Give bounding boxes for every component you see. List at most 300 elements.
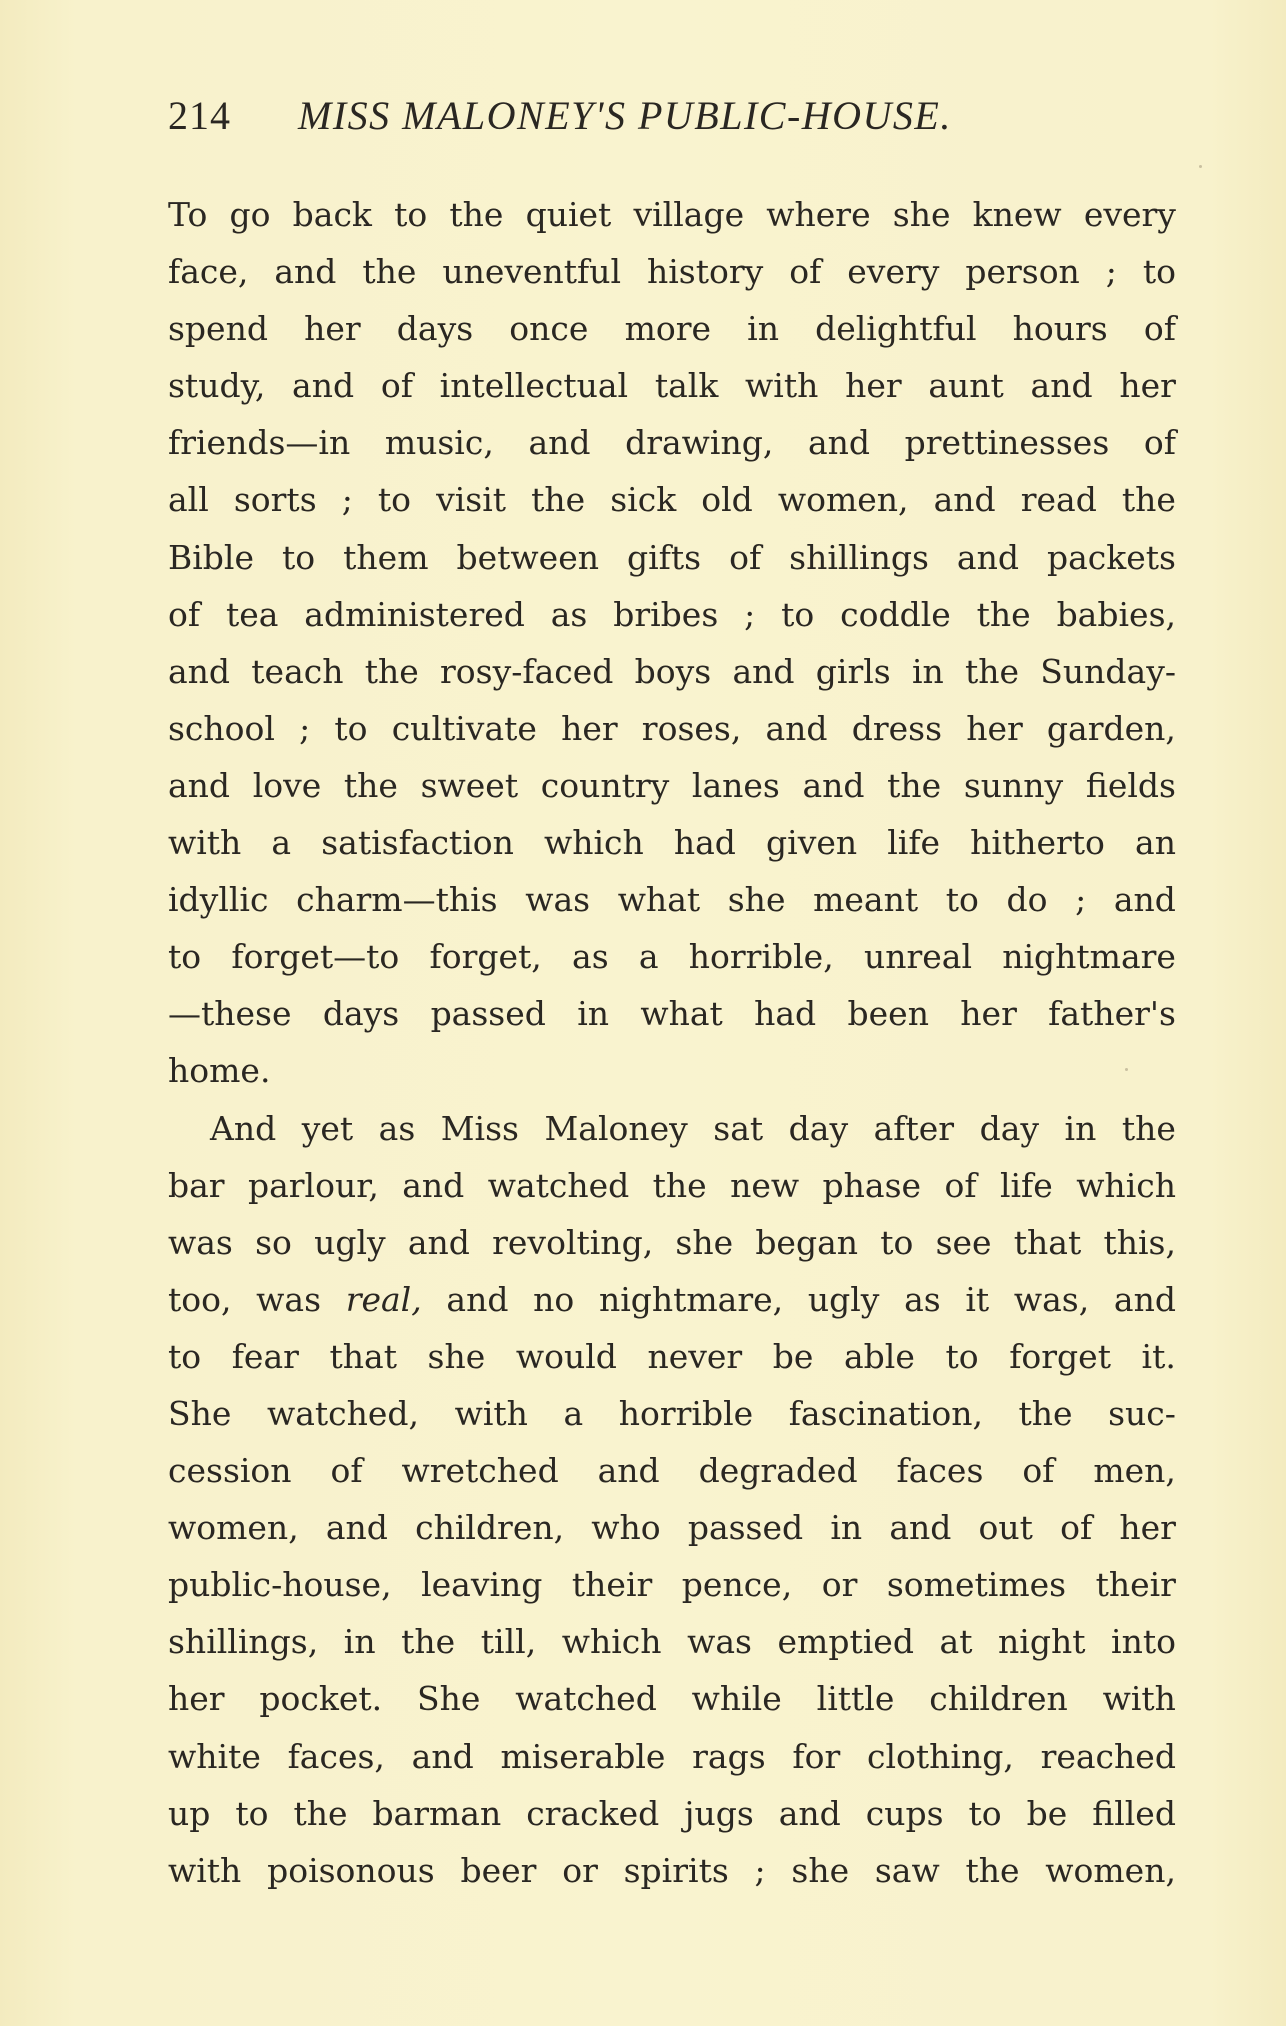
word: clothing,	[867, 1736, 1014, 1776]
word: that	[329, 1336, 397, 1376]
text-line	[168, 1157, 1176, 1214]
word: satisfaction	[321, 823, 514, 863]
word: and	[889, 1508, 952, 1548]
word: of	[789, 252, 822, 292]
word: cracked	[526, 1793, 660, 1833]
word: all	[168, 480, 209, 520]
word: bar	[168, 1165, 225, 1205]
text-line	[168, 1613, 1176, 1670]
word: talk	[654, 366, 719, 406]
word: quiet	[525, 195, 612, 234]
word: and	[292, 366, 355, 406]
word: with	[168, 823, 242, 863]
word: been	[847, 994, 929, 1034]
word: public-house,	[168, 1565, 392, 1605]
word: the	[1018, 1393, 1073, 1433]
word: of	[1022, 1451, 1055, 1491]
word: real,	[345, 1279, 422, 1319]
word: men,	[1093, 1451, 1176, 1491]
text-line	[168, 186, 1176, 243]
word: it	[965, 1279, 990, 1319]
word: to	[968, 1793, 1002, 1833]
word: an	[1135, 823, 1176, 863]
word: up	[168, 1793, 211, 1833]
word: reached	[1040, 1736, 1176, 1776]
word: read	[1020, 480, 1097, 520]
word: and	[402, 1165, 465, 1205]
word: person	[965, 252, 1080, 292]
word: spend	[168, 309, 268, 349]
word: and	[778, 1793, 841, 1833]
word: for	[792, 1736, 841, 1776]
word: her	[561, 708, 618, 748]
word: shillings	[789, 537, 929, 577]
word: dress	[851, 708, 943, 748]
word: She	[168, 1393, 232, 1433]
word: ;	[744, 594, 756, 634]
page-number: 214	[168, 93, 231, 138]
word: the	[293, 1793, 348, 1833]
word: was	[256, 1279, 322, 1319]
word: She	[417, 1679, 481, 1719]
word: roses,	[641, 708, 742, 748]
word: meant	[813, 880, 919, 920]
word: in	[830, 1508, 863, 1548]
word: to	[394, 195, 428, 234]
word: days	[396, 309, 474, 349]
text-line	[168, 586, 1176, 643]
word: go	[229, 195, 271, 234]
word: and	[168, 765, 231, 805]
word: of	[168, 594, 201, 634]
word: to	[168, 937, 202, 977]
word: more	[624, 309, 712, 349]
word: Sunday-	[1040, 651, 1176, 691]
word: her	[1119, 1508, 1176, 1548]
word: every	[847, 252, 940, 292]
word: watched	[487, 1165, 630, 1205]
word: aunt	[928, 366, 1004, 406]
word: back	[292, 195, 372, 234]
word: which	[543, 823, 644, 863]
word: and	[325, 1508, 388, 1548]
word: cups	[865, 1793, 944, 1833]
word: the	[531, 480, 586, 520]
word: and	[1113, 1279, 1176, 1319]
word: be	[772, 1336, 814, 1376]
word: and	[597, 1451, 660, 1491]
word: in	[1064, 1108, 1097, 1148]
word: was	[687, 1622, 752, 1662]
word: given	[766, 823, 858, 863]
word: women,	[168, 1508, 299, 1548]
word: their	[571, 1565, 653, 1605]
word: into	[1111, 1622, 1176, 1662]
word: music,	[384, 423, 494, 463]
word: of	[1143, 423, 1176, 463]
word: so	[255, 1222, 292, 1262]
text-line	[168, 985, 1176, 1042]
word: to	[945, 880, 979, 920]
word: rags	[692, 1736, 766, 1776]
word: and	[528, 423, 591, 463]
text-line	[168, 700, 1176, 757]
word: began	[755, 1222, 859, 1262]
word: sunny	[963, 765, 1064, 805]
word: friends—in	[168, 423, 351, 463]
word: prettinesses	[904, 423, 1110, 463]
word: sick	[610, 480, 677, 520]
word: as	[904, 1279, 941, 1319]
word: at	[939, 1622, 973, 1662]
word: Miss	[440, 1108, 519, 1148]
word: to	[235, 1793, 269, 1833]
word: with	[454, 1393, 528, 1433]
body-text	[168, 186, 1176, 1899]
word: of	[330, 1451, 363, 1491]
word: sometimes	[886, 1565, 1067, 1605]
word: and	[933, 480, 996, 520]
word: horrible	[618, 1393, 754, 1433]
word: uneventful	[442, 252, 622, 292]
word: little	[816, 1679, 895, 1719]
word: a	[638, 937, 659, 977]
word: who	[591, 1508, 661, 1548]
word: faces	[896, 1451, 984, 1491]
word: to	[880, 1222, 914, 1262]
word: teach	[251, 651, 344, 691]
word: fascination,	[788, 1393, 983, 1433]
word: spirits	[623, 1850, 729, 1890]
text-line	[168, 471, 1176, 528]
word: history	[647, 252, 764, 292]
word: ugly	[314, 1222, 386, 1262]
word: fear	[231, 1336, 299, 1376]
word: she	[892, 195, 951, 234]
word: which	[1076, 1165, 1176, 1205]
word: poisonous	[267, 1850, 435, 1890]
word: in	[577, 994, 610, 1034]
word: she	[727, 880, 786, 920]
word: visit	[436, 480, 507, 520]
word: was	[168, 1222, 233, 1262]
word: the	[364, 651, 419, 691]
word: cultivate	[391, 708, 537, 748]
word: to	[282, 537, 316, 577]
word: coddle	[840, 594, 951, 634]
word: ;	[1105, 252, 1117, 292]
text-line	[168, 300, 1176, 357]
text-line	[168, 1556, 1176, 1613]
word: between	[456, 537, 599, 577]
word: days	[322, 994, 400, 1034]
word: never	[647, 1336, 743, 1376]
word: had	[754, 994, 817, 1034]
word: children,	[415, 1508, 565, 1548]
text-line	[168, 529, 1176, 586]
word: white	[168, 1736, 261, 1776]
word: would	[515, 1336, 617, 1376]
word: as	[550, 594, 588, 634]
word: she	[427, 1336, 486, 1376]
word: to	[945, 1336, 979, 1376]
word: day	[979, 1108, 1040, 1148]
word: or	[821, 1565, 858, 1605]
word: the	[362, 252, 417, 292]
word: pocket.	[259, 1679, 383, 1719]
word: forget—to	[231, 937, 400, 977]
word: shillings,	[168, 1622, 319, 1662]
word: revolting,	[492, 1222, 654, 1262]
word: was,	[1013, 1279, 1090, 1319]
word: ;	[299, 708, 311, 748]
word: barman	[372, 1793, 502, 1833]
word: emptied	[777, 1622, 914, 1662]
word: once	[509, 309, 589, 349]
text-line	[168, 814, 1176, 871]
word: no	[533, 1279, 575, 1319]
word: a	[271, 823, 292, 863]
word: faces,	[287, 1736, 385, 1776]
word: this,	[1103, 1222, 1176, 1262]
word: watched	[515, 1679, 657, 1719]
word: new	[730, 1165, 800, 1205]
word: women,	[777, 480, 909, 520]
word: And	[210, 1108, 277, 1148]
word: hours	[1012, 309, 1108, 349]
word: them	[343, 537, 429, 577]
word: the	[965, 651, 1020, 691]
word: to	[1142, 252, 1176, 292]
word: life	[999, 1165, 1053, 1205]
word: miserable	[500, 1736, 666, 1776]
word: every	[1083, 195, 1176, 234]
text-line	[168, 1214, 1176, 1271]
text-line	[168, 1670, 1176, 1727]
word: the	[343, 765, 398, 805]
word: her	[845, 366, 902, 406]
word: tea	[225, 594, 279, 634]
word: a	[563, 1393, 584, 1433]
word: passed	[430, 994, 546, 1034]
word: day	[788, 1108, 849, 1148]
text-line	[168, 414, 1176, 471]
word: garden,	[1046, 708, 1176, 748]
word: ;	[754, 1850, 766, 1890]
word: home.	[168, 1051, 271, 1091]
word: and	[765, 708, 828, 748]
word: to	[168, 1336, 202, 1376]
word: and	[407, 1222, 470, 1262]
word: of	[729, 537, 762, 577]
word: passed	[687, 1508, 804, 1548]
text-line	[168, 757, 1176, 814]
word: yet	[301, 1108, 354, 1148]
word: cession	[168, 1451, 292, 1491]
word: sorts	[233, 480, 317, 520]
word: her	[960, 994, 1017, 1034]
word: ;	[1075, 880, 1087, 920]
word: sweet	[420, 765, 519, 805]
word: was	[525, 880, 591, 920]
word: of	[944, 1165, 977, 1205]
paper-speck	[1199, 165, 1202, 168]
word: of	[1143, 309, 1176, 349]
text-line	[168, 357, 1176, 414]
word: administered	[304, 594, 525, 634]
word: wretched	[401, 1451, 559, 1491]
word: and	[446, 1279, 509, 1319]
word: as	[378, 1108, 416, 1148]
word: and	[411, 1736, 474, 1776]
word: do	[1006, 880, 1048, 920]
word: where	[766, 195, 871, 234]
word: country	[540, 765, 670, 805]
word: she	[791, 1850, 850, 1890]
word: of	[1060, 1508, 1093, 1548]
word: father's	[1048, 994, 1176, 1034]
word: that	[1013, 1222, 1082, 1262]
word: as	[572, 937, 609, 977]
word: it.	[1141, 1336, 1176, 1376]
word: charm—this	[296, 880, 498, 920]
word: the	[401, 1622, 456, 1662]
word: see	[935, 1222, 992, 1262]
word: To	[168, 195, 208, 234]
word: which	[561, 1622, 662, 1662]
text-line	[168, 1042, 1176, 1099]
text-line	[168, 1728, 1176, 1785]
word: while	[691, 1679, 782, 1719]
word: old	[701, 480, 753, 520]
text-line	[168, 1100, 1176, 1157]
word: had	[673, 823, 736, 863]
word: packets	[1046, 537, 1176, 577]
word: saw	[874, 1850, 940, 1890]
word: drawing,	[625, 423, 774, 463]
word: Maloney	[544, 1108, 688, 1148]
word: the	[1121, 480, 1176, 520]
word: she	[675, 1222, 734, 1262]
word: of	[380, 366, 413, 406]
word: sat	[713, 1108, 764, 1148]
running-head	[168, 93, 1088, 138]
word: night	[998, 1622, 1086, 1662]
text-line	[168, 871, 1176, 928]
word: her	[1119, 366, 1176, 406]
text-line	[168, 1842, 1176, 1899]
word: filled	[1092, 1793, 1176, 1833]
paper-speck	[1125, 1068, 1128, 1071]
word: lanes	[691, 765, 780, 805]
text-line	[168, 1271, 1176, 1328]
text-line	[168, 928, 1176, 985]
text-line	[168, 643, 1176, 700]
word: unreal	[863, 937, 972, 977]
word: forget,	[429, 937, 542, 977]
word: village	[633, 195, 745, 234]
word: with	[745, 366, 819, 406]
running-title: MISS MALONEY'S PUBLIC-HOUSE.	[298, 93, 952, 138]
word: or	[562, 1850, 598, 1890]
word: Bible	[168, 537, 255, 577]
text-line	[168, 1385, 1176, 1442]
word: love	[252, 765, 322, 805]
word: phase	[822, 1165, 922, 1205]
word: her	[304, 309, 361, 349]
word: and	[168, 651, 231, 691]
word: beer	[460, 1850, 537, 1890]
text-line	[168, 1328, 1176, 1385]
word: what	[640, 994, 723, 1034]
word: life	[887, 823, 941, 863]
word: ugly	[807, 1279, 880, 1319]
word: children	[929, 1679, 1068, 1719]
word: idyllic	[168, 880, 269, 920]
word: boys	[634, 651, 712, 691]
word: till,	[480, 1622, 537, 1662]
word: bribes	[613, 594, 719, 634]
word: intellectual	[439, 366, 629, 406]
word: suc-	[1108, 1393, 1176, 1433]
word: face,	[168, 252, 249, 292]
word: and	[956, 537, 1019, 577]
text-line	[168, 1499, 1176, 1556]
word: and	[274, 252, 337, 292]
word: hitherto	[970, 823, 1105, 863]
word: out	[978, 1508, 1033, 1548]
word: ;	[341, 480, 353, 520]
word: too,	[168, 1279, 232, 1319]
word: what	[617, 880, 701, 920]
word: watched,	[266, 1393, 420, 1433]
word: nightmare,	[598, 1279, 784, 1319]
word: knew	[972, 195, 1062, 234]
word: be	[1026, 1793, 1068, 1833]
word: the	[1121, 1108, 1176, 1148]
word: and	[1030, 366, 1093, 406]
word: the	[965, 1850, 1020, 1890]
word: and	[1113, 880, 1176, 920]
text-line	[168, 1785, 1176, 1842]
word: degraded	[698, 1451, 858, 1491]
word: delightful	[815, 309, 977, 349]
word: the	[652, 1165, 707, 1205]
word: women,	[1045, 1850, 1176, 1890]
word: study,	[168, 366, 266, 406]
word: girls	[815, 651, 891, 691]
word: in	[911, 651, 944, 691]
word: to	[334, 708, 368, 748]
word: in	[343, 1622, 376, 1662]
word: nightmare	[1002, 937, 1176, 977]
word: leaving	[421, 1565, 543, 1605]
word: —these	[168, 994, 292, 1034]
word: gifts	[626, 537, 702, 577]
word: the	[449, 195, 504, 234]
word: parlour,	[247, 1165, 379, 1205]
word: the	[887, 765, 942, 805]
word: with	[1102, 1679, 1176, 1719]
word: her	[168, 1679, 225, 1719]
text-line	[168, 1442, 1176, 1499]
word: and	[807, 423, 871, 463]
word: horrible,	[688, 937, 834, 977]
word: babies,	[1056, 594, 1176, 634]
word: her	[966, 708, 1023, 748]
word: their	[1095, 1565, 1176, 1605]
word: able	[844, 1336, 915, 1376]
